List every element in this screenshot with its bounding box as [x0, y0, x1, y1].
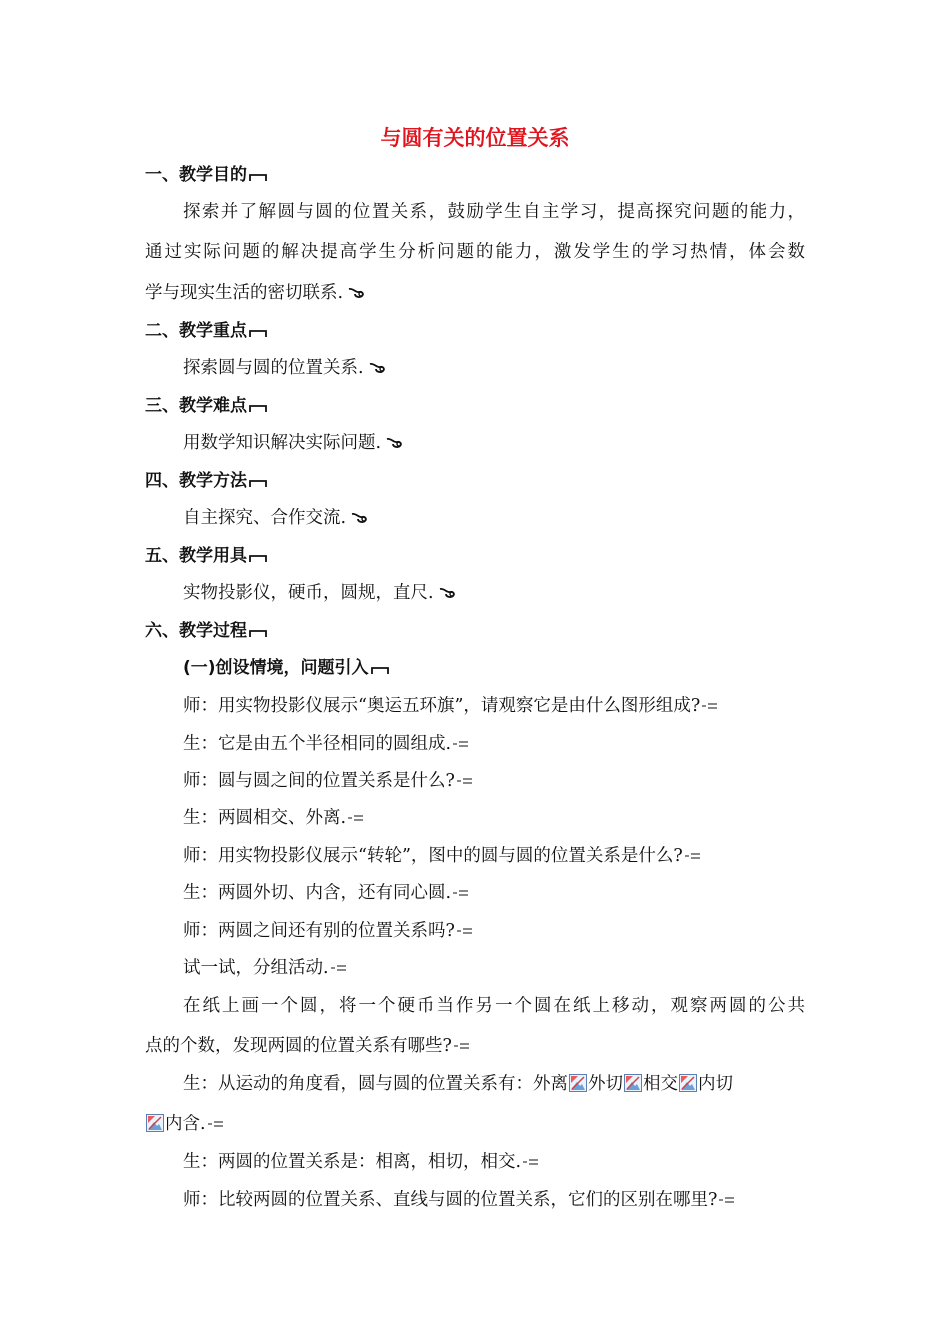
- dialogue-text: 师：比较两圆的位置关系、直线与圆的位置关系，它们的区别在哪里?: [183, 1190, 718, 1210]
- positions-line-2: [145, 1112, 224, 1136]
- line-end-mark-icon: [457, 776, 473, 786]
- paragraph-text: 内切: [698, 1074, 733, 1094]
- focus-paragraph: [183, 356, 388, 380]
- dialogue-line-4: [183, 806, 364, 830]
- section-heading-method: [145, 469, 267, 493]
- section-heading-difficulty: [145, 394, 267, 418]
- line-end-mark-icon: [457, 926, 473, 936]
- dialogue-line-2: [183, 732, 469, 756]
- dialogue-text: 师：两圆之间还有别的位置关系吗?: [183, 921, 455, 941]
- line-end-mark-icon: [685, 851, 701, 861]
- activity-line-2: [145, 1034, 470, 1058]
- paragraph-mark-icon: [350, 512, 370, 524]
- section-heading-process: [145, 619, 267, 643]
- dialogue-text: 生：两圆的位置关系是：相离，相切，相交.: [183, 1152, 522, 1172]
- document-title: 与圆有关的位置关系: [380, 126, 570, 150]
- line-end-mark-icon: [208, 1119, 224, 1129]
- dialogue-line-7: [183, 919, 473, 943]
- dialogue-text: 生：两圆相交、外离.: [183, 808, 347, 828]
- paragraph-text: 用数学知识解决实际问题.: [183, 433, 382, 453]
- paragraph-text: 自主探究、合作交流.: [183, 508, 347, 528]
- section-heading-text: 六、教学过程: [145, 621, 247, 641]
- broken-image-icon: [679, 1074, 697, 1092]
- section-heading-focus: [145, 319, 267, 343]
- section-heading-text: 二、教学重点: [145, 321, 247, 341]
- goal-line-1: 探索并了解圆与圆的位置关系，鼓励学生自主学习，提高探究问题的能力，: [183, 202, 805, 222]
- dialogue-text: 师：用实物投影仪展示“奥运五环旗”，请观察它是由什么图形组成?: [183, 696, 701, 716]
- dialogue-text: 生：它是由五个半径相同的圆组成.: [183, 734, 452, 754]
- paragraph-mark-icon: [368, 362, 388, 374]
- dialogue-line-3: [183, 769, 473, 793]
- section-mark-icon: [249, 478, 267, 488]
- dialogue-line-6: [183, 881, 469, 905]
- dialogue-line-11: [183, 1150, 539, 1174]
- goal-line-3: [145, 281, 367, 305]
- line-end-mark-icon: [453, 739, 469, 749]
- line-end-mark-icon: [348, 813, 364, 823]
- dialogue-text: 生：两圆外切、内含，还有同心圆.: [183, 883, 452, 903]
- paragraph-text: 生：从运动的角度看，圆与圆的位置关系有：外离: [183, 1074, 568, 1094]
- section-heading-text: 四、教学方法: [145, 471, 247, 491]
- broken-image-icon: [146, 1114, 164, 1132]
- subsection-heading-intro: [183, 656, 389, 680]
- paragraph-text: 相交: [643, 1074, 678, 1094]
- paragraph-text: 点的个数，发现两圆的位置关系有哪些?: [145, 1036, 452, 1056]
- line-end-mark-icon: [453, 888, 469, 898]
- section-heading-goal: [145, 163, 267, 187]
- broken-image-icon: [624, 1074, 642, 1092]
- section-heading-text: 三、教学难点: [145, 396, 247, 416]
- paragraph-mark-icon: [438, 587, 458, 599]
- activity-line-1: 在纸上画一个圆，将一个硬币当作另一个圆在纸上移动，观察两圆的公共: [183, 996, 805, 1016]
- section-mark-icon: [249, 553, 267, 563]
- paragraph-mark-icon: [347, 287, 367, 299]
- section-mark-icon: [249, 172, 267, 182]
- paragraph-mark-icon: [385, 437, 405, 449]
- difficulty-paragraph: [183, 431, 405, 455]
- broken-image-icon: [569, 1074, 587, 1092]
- dialogue-line-12: [183, 1188, 735, 1212]
- tools-paragraph: [183, 581, 458, 605]
- section-mark-icon: [249, 403, 267, 413]
- dialogue-line-1: [183, 694, 718, 718]
- line-end-mark-icon: [702, 701, 718, 711]
- dialogue-text: 师：用实物投影仪展示“转轮”，图中的圆与圆的位置关系是什么?: [183, 846, 683, 866]
- paragraph-text: 内含.: [165, 1114, 206, 1134]
- line-end-mark-icon: [454, 1041, 470, 1051]
- section-mark-icon: [371, 665, 389, 675]
- dialogue-line-8: [183, 956, 347, 980]
- line-end-mark-icon: [523, 1157, 539, 1167]
- paragraph-text: 实物投影仪，硬币，圆规，直尺.: [183, 583, 434, 603]
- section-heading-text: 一、教学目的: [145, 165, 247, 185]
- section-mark-icon: [249, 328, 267, 338]
- dialogue-line-5: [183, 844, 701, 868]
- dialogue-text: 试一试，分组活动.: [183, 958, 329, 978]
- paragraph-text: 学与现实生活的密切联系.: [145, 283, 344, 303]
- paragraph-text: 探索圆与圆的位置关系.: [183, 358, 364, 378]
- positions-line-1: [183, 1072, 733, 1096]
- section-heading-text: 五、教学用具: [145, 546, 247, 566]
- section-mark-icon: [249, 628, 267, 638]
- line-end-mark-icon: [331, 963, 347, 973]
- paragraph-text: 外切: [588, 1074, 623, 1094]
- method-paragraph: [183, 506, 370, 530]
- line-end-mark-icon: [719, 1195, 735, 1205]
- goal-line-2: 通过实际问题的解决提高学生分析问题的能力，激发学生的学习热情，体会数: [145, 242, 805, 262]
- section-heading-tools: [145, 544, 267, 568]
- subsection-heading-text: (一)创设情境，问题引入: [183, 658, 369, 678]
- dialogue-text: 师：圆与圆之间的位置关系是什么?: [183, 771, 455, 791]
